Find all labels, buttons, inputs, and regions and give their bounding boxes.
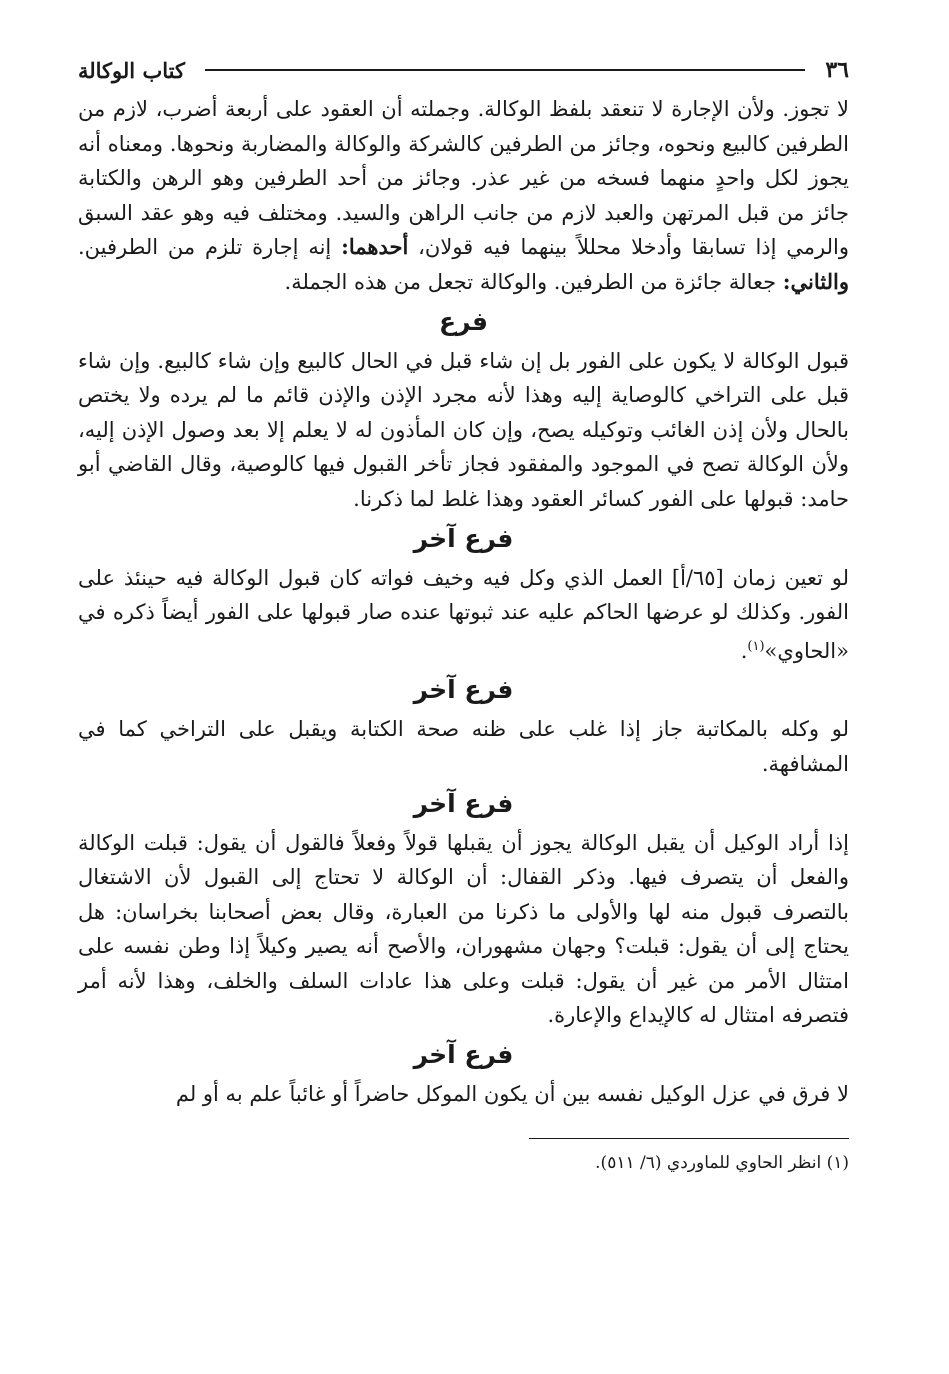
intro-text-3: جعالة جائزة من الطرفين. والوكالة تجعل من هذه الجملة. — [284, 269, 777, 294]
section-text: لو تعين زمان [٦٥/أ] العمل الذي وكل فيه وخيف فواته كان قبول الوكالة فيه حينئذ على الفور. وكذلك لو عرضها الحاكم عليه عند ثبوتها عنده صار قبولها على الفور أيضاً ذكره في «الحاوي» — [78, 565, 849, 663]
section-heading: فرع آخر — [413, 675, 514, 705]
intro-text-2: إنه إجارة تلزم من الطرفين. — [78, 235, 332, 260]
intro-paragraph — [78, 92, 849, 300]
keyword-first: أحدهما: — [341, 234, 409, 260]
section-heading: فرع آخر — [413, 523, 514, 553]
section-text-end: . — [740, 638, 748, 663]
section-paragraph: لا فرق في عزل الوكيل نفسه بين أن يكون الموكل حاضراً أو غائباً علم به أو لم — [175, 1082, 849, 1107]
footnote-reference[interactable]: (١) — [747, 638, 765, 654]
running-title: كتاب الوكالة — [78, 57, 185, 83]
section-paragraph: لو وكله بالمكاتبة جاز إذا غلب على ظنه صحة الكتابة ويقبل على التراخي كما في المشافهة. — [78, 717, 849, 776]
page-header — [78, 52, 849, 88]
section-heading: فرع آخر — [413, 1040, 514, 1070]
section-paragraph: قبول الوكالة لا يكون على الفور بل إن شاء قبل في الحال كالبيع وإن شاء كالبيع. وإن شاء قبل على التراخي كالوصاية إليه وهذا لأنه مجرد الإذن والإذن قائم ما لم يرده ولا يختص بالحال ولأن إذن الغائب وتوكيله يصح، وإن كان المأذون له لا يعلم إلا بعد وصول الإذن إليه، ولأن الوكالة تصح في الموجود والمفقود فجاز تأخر القبول فيها كالوصية، وقال القاضي أبو حامد: قبولها على الفور كسائر العقود وهذا غلط لما ذكرنا. — [78, 348, 849, 511]
intro-text-1: لا تجوز. ولأن الإجارة لا تنعقد بلفظ الوكالة. وجملته أن العقود على أربعة أضرب، لازم من الطرفين كالبيع ونحوه، وجائز من الطرفين كالشركة والوكالة والمضاربة ونحوها. ومعناه أنه يجوز لكل واحدٍ منهما فسخه من غير عذر. وجائز من أحد الطرفين وهو الرهن والكتابة جائز من قبل المرتهن والعبد لازم من جانب الراهن والسيد. ومختلف فيه وهو عقد السبق والرمي إذا تسابقا وأدخلا محللاً بينهما فيه قولان، — [78, 97, 849, 260]
footnote-rule — [529, 1138, 849, 1139]
section-paragraph — [78, 561, 849, 669]
header-rule — [205, 69, 805, 71]
footnote: (١) انظر الحاوي للماوردي (٦/ ٥١١). — [595, 1152, 849, 1173]
page-number: ٣٦ — [825, 57, 849, 83]
section-paragraph: إذا أراد الوكيل أن يقبل الوكالة يجوز أن يقبلها قولاً وفعلاً فالقول أن يقول: قبلت الوكالة والفعل أن يتصرف فيها. وذكر القفال: أن الوكالة لا تحتاج إلى القبول لأن الاشتغال بالتصرف قبول منه لها والأولى ما ذكرنا من العبارة، وقال بعض أصحابنا بخراسان: هل يحتاج إلى أن يقول: قبلت؟ وجهان مشهوران، والأصح أنه يصير وكيلاً إذا وطن نفسه على امتثال الأمر من غير أن يقول: قبلت وعلى هذا عادات السلف والخلف، وهذا لأنه أمر فتصرفه امتثال له كالإيداع والإعارة. — [78, 830, 849, 1028]
keyword-second: والثاني: — [782, 268, 849, 294]
section-heading: فرع آخر — [413, 788, 514, 818]
section-heading: فرع — [439, 306, 488, 336]
